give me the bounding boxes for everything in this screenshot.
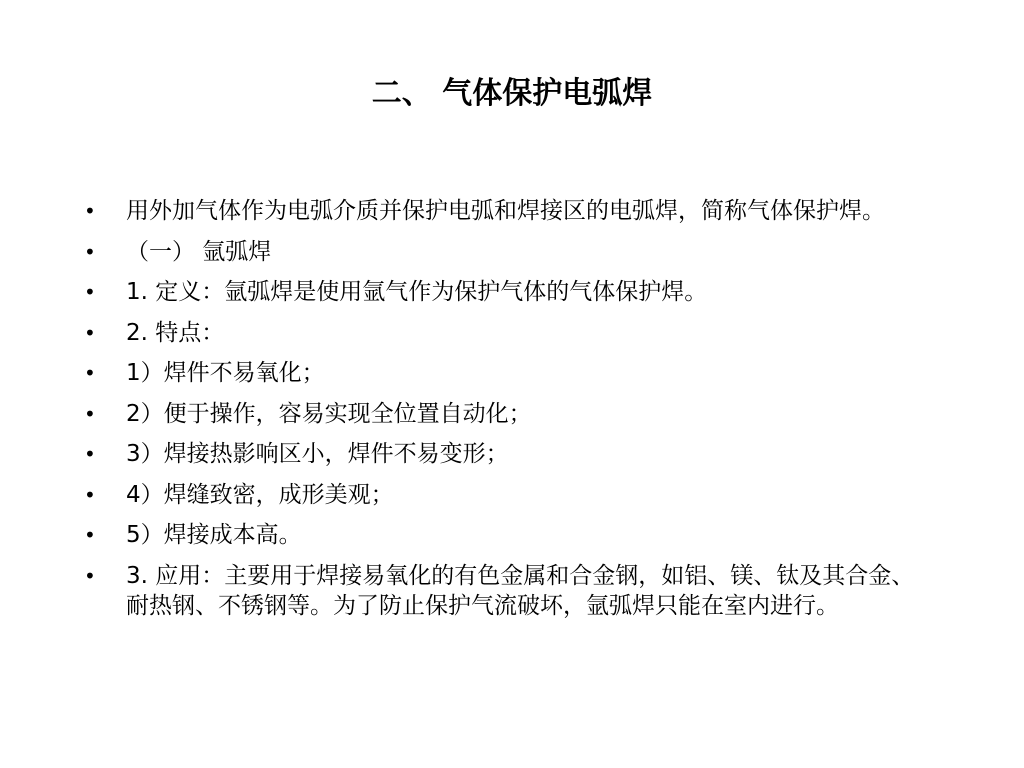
bullet-item [84,439,934,469]
bullet-item [84,561,934,621]
bullet-text: 1. 定义：氩弧焊是使用氩气作为保护气体的气体保护焊。 [126,279,708,305]
bullet-item [84,318,934,348]
bullet-icon: • [84,482,96,507]
bullet-item [84,237,934,267]
bullet-text: 1）焊件不易氧化； [126,360,325,386]
bullet-item [84,277,934,307]
bullet-text: （一） 氩弧焊 [126,238,272,265]
bullet-icon: • [84,280,96,304]
bullet-icon: • [84,523,96,547]
bullet-item [84,399,934,429]
bullet-item [84,520,934,550]
bullet-text: 4）焊缝致密，成形美观； [126,481,394,508]
bullet-icon: • [84,320,96,345]
bullet-text: 5）焊接成本高。 [126,522,302,548]
bullet-list [84,196,934,631]
bullet-item [84,480,934,510]
bullet-text: 2）便于操作，容易实现全位置自动化； [126,400,532,427]
bullet-text: 2. 特点： [126,319,225,346]
bullet-icon: • [84,361,96,385]
bullet-icon: • [84,239,96,264]
slide-title: 二、 气体保护电弧焊 [371,76,653,111]
bullet-text: 3）焊接热影响区小，焊件不易变形； [126,441,509,467]
bullet-icon: • [84,401,96,426]
bullet-icon: • [84,442,96,466]
bullet-item [84,196,934,226]
bullet-icon: • [84,199,96,223]
bullet-icon: • [84,563,96,588]
bullet-text: 3. 应用：主要用于焊接易氧化的有色金属和合金钢，如铝、镁、钛及其合金、耐热钢、不锈钢等。为了防止保护气流破坏，氩弧焊只能在室内进行。 [126,562,915,619]
bullet-item [84,358,934,388]
bullet-text: 用外加气体作为电弧介质并保护电弧和焊接区的电弧焊，简称气体保护焊。 [126,198,885,224]
